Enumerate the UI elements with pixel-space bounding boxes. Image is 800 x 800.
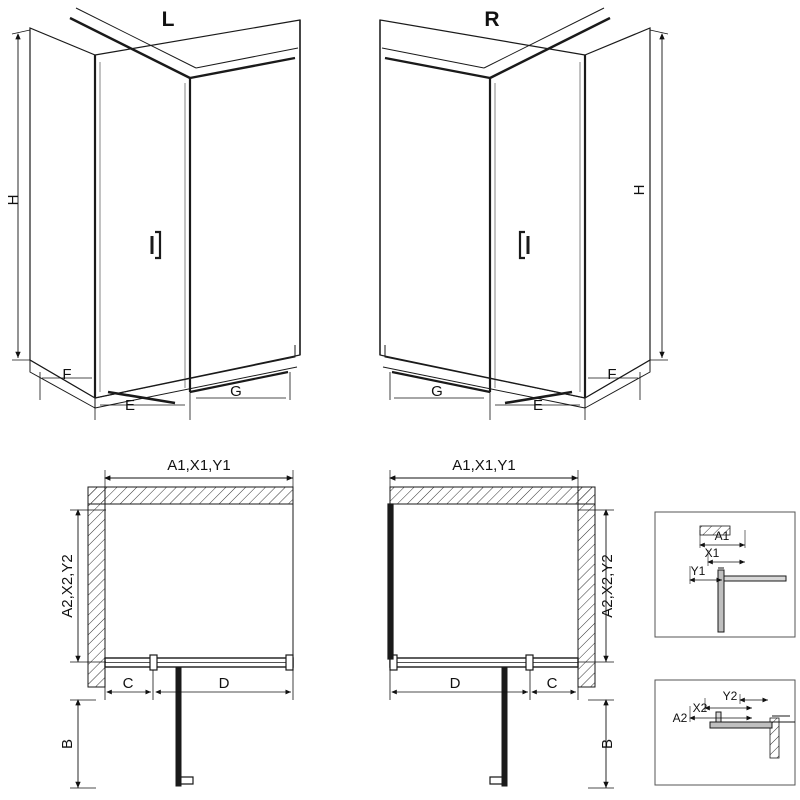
plan-right-top-label: A1,X1,Y1: [452, 457, 516, 474]
plan-right-label-d: D: [449, 675, 461, 692]
detail-bottom-label-x2: X2: [692, 701, 708, 715]
iso-left-variant-label: L: [161, 8, 175, 31]
iso-right-label-e: E: [532, 397, 544, 414]
iso-right-height-label: H: [631, 184, 648, 196]
iso-view-right: [380, 8, 668, 420]
plan-right-side-label: A2,X2,Y2: [599, 554, 616, 618]
iso-right-label-g: G: [431, 383, 443, 400]
detail-bottom-label-y2: Y2: [722, 689, 738, 703]
iso-left-label-e: E: [124, 397, 136, 414]
plan-right-label-c: C: [546, 675, 558, 692]
iso-left-label-f: F: [62, 366, 72, 383]
iso-left-label-g: G: [230, 383, 242, 400]
plan-left-side-label: A2,X2,Y2: [59, 554, 76, 618]
iso-right-label-f: F: [607, 366, 617, 383]
plan-left-depth-label: B: [59, 738, 76, 750]
plan-left-label-c: C: [122, 675, 134, 692]
plan-left-label-d: D: [218, 675, 230, 692]
iso-right-variant-label: R: [484, 8, 500, 31]
detail-top-label-a1: A1: [714, 529, 730, 543]
detail-bottom-label-a2: A2: [672, 711, 688, 725]
detail-top-label-y1: Y1: [690, 564, 706, 578]
door-handle-left: [152, 232, 160, 258]
plan-view-left: [70, 470, 293, 788]
plan-left-top-label: A1,X1,Y1: [167, 457, 231, 474]
iso-view-left: [12, 8, 300, 420]
plan-right-depth-label: B: [599, 738, 616, 750]
iso-left-height-label: H: [5, 194, 22, 206]
detail-top-label-x1: X1: [704, 546, 720, 560]
plan-view-right: [388, 470, 614, 788]
door-handle-right: [520, 232, 528, 258]
